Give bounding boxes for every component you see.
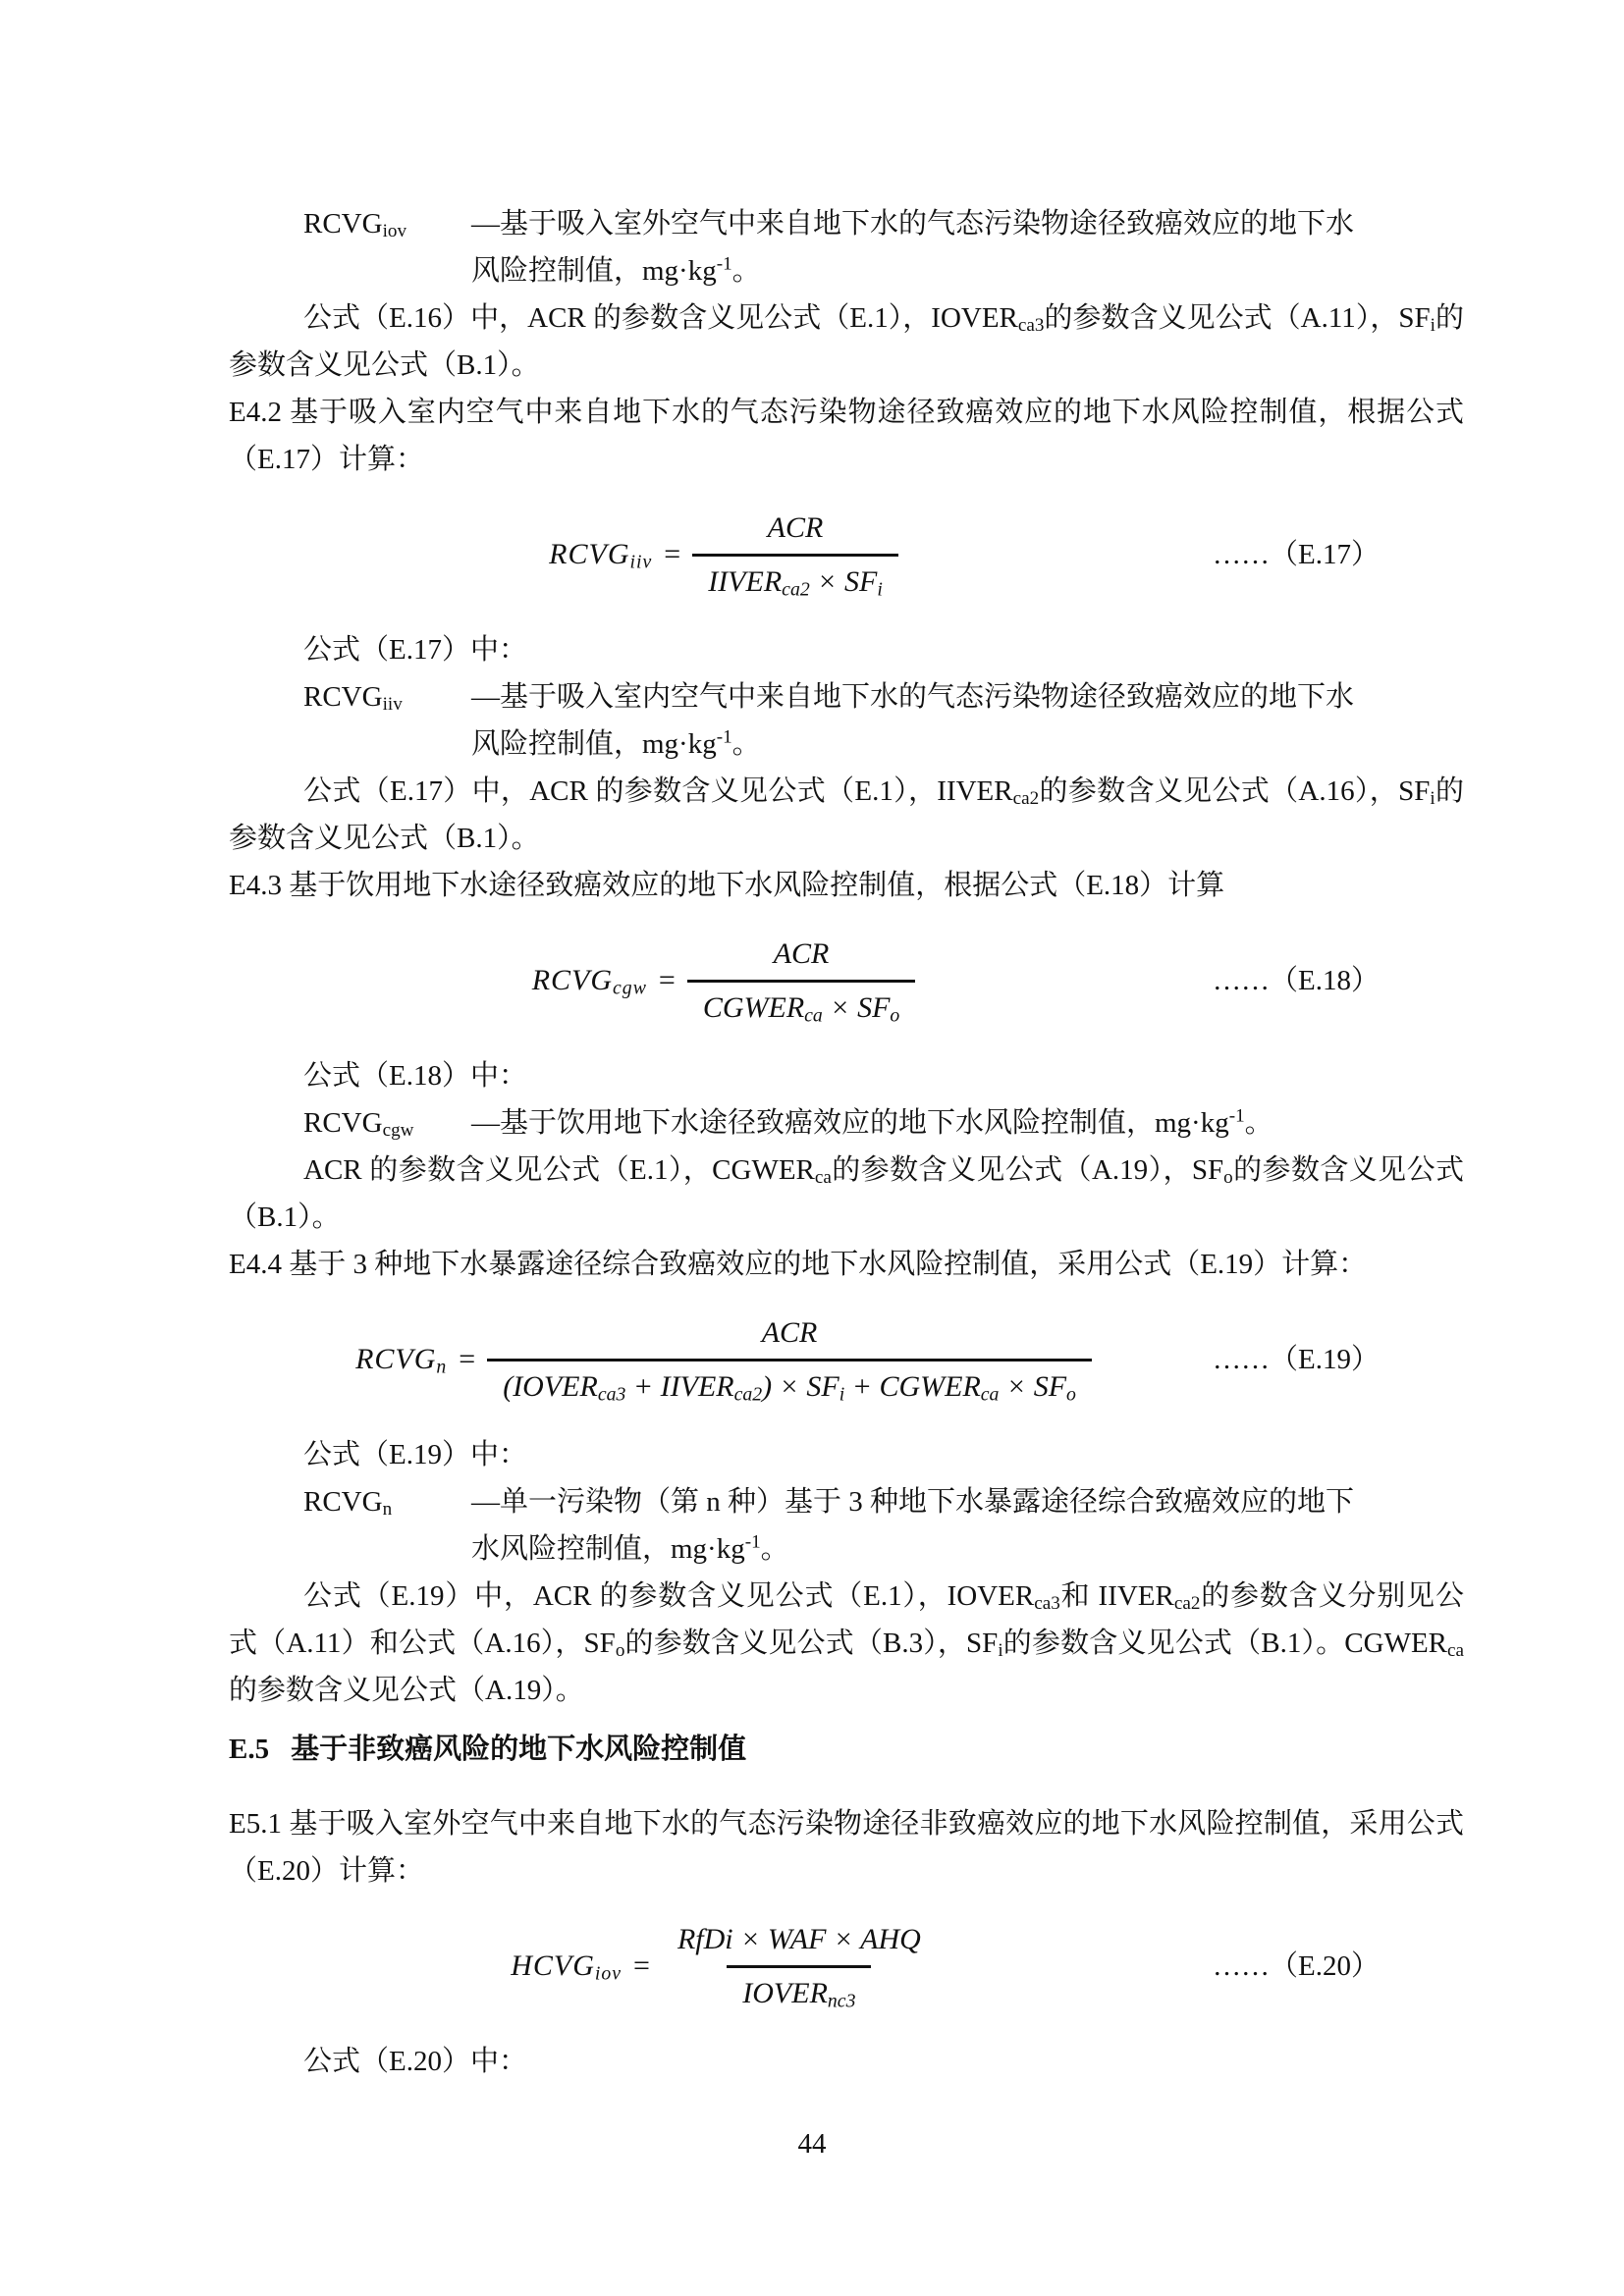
paragraph-e18-references: ACR 的参数含义见公式（E.1），$CGWER_{ca}$的参数含义见公式（A.19），$SF_o$的参数含义见公式（B.1）。	[229, 1154, 1464, 1233]
formula-e20	[229, 1922, 1464, 2010]
paragraph-e19-in: 公式（E.19）中：	[303, 1439, 527, 1470]
formula-lhs: $HCVG_{iov}$	[511, 1949, 623, 1985]
paragraph-e19-references: 公式（E.19）中，ACR 的参数含义见公式（E.1），$IOVER_{ca3}$和 $IIVER_{ca2}$的参数含义分别见公式（A.11）和公式（A.16），$SF_o$的参数含义见公式（B.3），$SF_i$的参数含义见公式（B.1）。$CGWER_{ca}$的参数含义见公式（A.19）。	[229, 1580, 1464, 1706]
equals-sign: =	[633, 1949, 650, 1983]
definition-body	[471, 1478, 1464, 1573]
formula-lhs: $RCVG_{iiv}$	[549, 538, 653, 573]
definition-line: —基于吸入室内空气中来自地下水的气态污染物途径致癌效应的地下水	[471, 681, 1355, 713]
fraction	[692, 509, 898, 600]
paragraph-e17-references: 公式（E.17）中，ACR 的参数含义见公式（E.1），$IIVER_{ca2}$的参数含义见公式（A.16），$SF_i$的参数含义见公式（B.1）。	[229, 775, 1464, 854]
definition-term: $RCVG_n$	[303, 1486, 393, 1521]
formula-lhs: $RCVG_{cgw}$	[531, 964, 647, 999]
fraction	[662, 1921, 937, 2011]
denominator: $CGWER_{ca} \times SF_o$	[687, 980, 915, 1027]
definition-line: —基于吸入室外空气中来自地下水的气态污染物途径致癌效应的地下水	[471, 208, 1355, 240]
definition-line: 水风险控制值，$mg\cdot kg^{-1}$。	[471, 1531, 789, 1565]
definition-item-rcvg-cgw	[229, 1099, 1464, 1147]
definition-term: $RCVG_{cgw}$	[303, 1107, 414, 1142]
page-content	[229, 200, 1464, 2085]
formula-e18	[229, 936, 1464, 1025]
definition-line: 风险控制值，$mg\cdot kg^{-1}$。	[471, 726, 761, 760]
formula-e19	[229, 1315, 1464, 1404]
definition-body	[471, 200, 1464, 294]
section-title: 基于非致癌风险的地下水风险控制值	[291, 1734, 747, 1765]
formula-lhs: $RCVG_n$	[355, 1343, 448, 1378]
paragraph-e20-in: 公式（E.20）中：	[303, 2046, 527, 2077]
formula-number: ……（E.19）	[1213, 1344, 1380, 1375]
definition-line: —基于饮用地下水途径致癌效应的地下水风险控制值，$mg\cdot kg^{-1}$。	[471, 1105, 1273, 1139]
definition-term: $RCVG_{iov}$	[303, 208, 407, 242]
formula-number: ……（E.18）	[1213, 965, 1380, 996]
definition-item-rcvg-n	[229, 1478, 1464, 1573]
clause-e4-2: E4.2 基于吸入室内空气中来自地下水的气态污染物途径致癌效应的地下水风险控制值，根据公式（E.17）计算：	[229, 397, 1464, 475]
paragraph-e16-references: 公式（E.16）中，ACR 的参数含义见公式（E.1），$IOVER_{ca3}$的参数含义见公式（A.11），$SF_i$的参数含义见公式（B.1）。	[229, 302, 1464, 381]
definition-line: —单一污染物（第 n 种）基于 3 种地下水暴露途径综合致癌效应的地下	[471, 1486, 1355, 1518]
section-number: E.5	[229, 1734, 270, 1765]
numerator: ACR	[767, 511, 824, 544]
fraction	[487, 1314, 1092, 1405]
clause-e5-1: E5.1 基于吸入室外空气中来自地下水的气态污染物途径非致癌效应的地下水风险控制值，采用公式（E.20）计算：	[229, 1808, 1464, 1887]
section-heading-e5	[229, 1726, 1464, 1773]
definition-body	[471, 1099, 1464, 1147]
definition-body	[471, 673, 1464, 768]
paragraph-e17-in: 公式（E.17）中：	[303, 634, 527, 666]
formula-number: ……（E.20）	[1213, 1950, 1380, 1982]
numerator: RfDi × WAF × AHQ	[677, 1923, 921, 1955]
equals-sign: =	[664, 538, 681, 571]
definition-line: 风险控制值，$mg\cdot kg^{-1}$。	[471, 253, 761, 287]
page-number: 44	[797, 2128, 827, 2160]
clause-e4-4: E4.4 基于 3 种地下水暴露途径综合致癌效应的地下水风险控制值，采用公式（E.19）计算：	[229, 1249, 1368, 1280]
formula-e17	[229, 510, 1464, 599]
denominator: $IIVER_{ca2} \times SF_i$	[692, 554, 898, 601]
denominator: $IOVER_{nc3}$	[727, 1965, 871, 2012]
paragraph-e18-in: 公式（E.18）中：	[303, 1060, 527, 1092]
definition-item-rcvg-iiv	[229, 673, 1464, 768]
numerator: ACR	[773, 937, 830, 970]
formula-number: ……（E.17）	[1213, 539, 1380, 570]
clause-e4-3: E4.3 基于饮用地下水途径致癌效应的地下水风险控制值，根据公式（E.18）计算	[229, 870, 1225, 901]
numerator: ACR	[761, 1316, 818, 1349]
equals-sign: =	[658, 964, 676, 997]
fraction	[687, 935, 915, 1026]
definition-item-rcvg-iov	[229, 200, 1464, 294]
definition-term: $RCVG_{iiv}$	[303, 681, 403, 716]
equals-sign: =	[459, 1343, 476, 1376]
denominator: ($IOVER_{ca3}$ + $IIVER_{ca2}) \times SF_i$ + $CGWER_{ca} \times SF_o$	[487, 1359, 1092, 1406]
